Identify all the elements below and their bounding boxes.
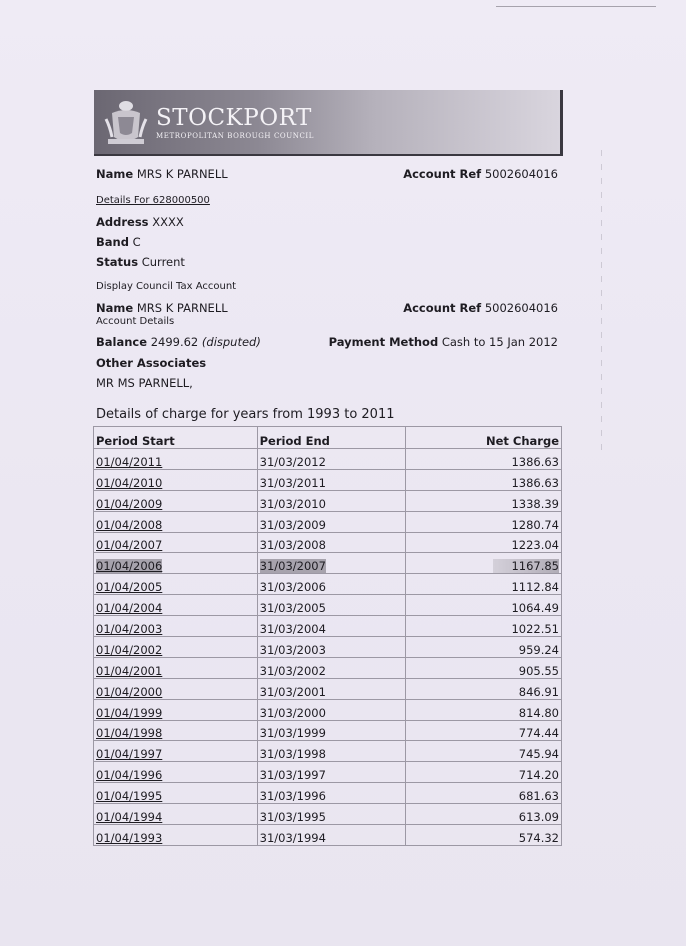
status-field xyxy=(96,255,185,269)
period-start-cell[interactable] xyxy=(94,449,258,470)
account-name-top xyxy=(96,167,228,181)
period-start-cell[interactable] xyxy=(94,511,258,532)
net-charge-value: 1223.04 xyxy=(511,538,559,553)
period-start-link[interactable]: 01/04/1998 xyxy=(96,726,163,741)
column-header-period-end: Period End xyxy=(257,427,406,449)
net-charge-value: 1022.51 xyxy=(511,622,559,637)
period-start-cell[interactable] xyxy=(94,574,258,595)
period-start-link[interactable]: 01/04/1994 xyxy=(96,810,163,825)
net-charge-value: 959.24 xyxy=(518,642,559,657)
period-end-value: 31/03/2005 xyxy=(259,601,326,616)
net-charge-value: 681.63 xyxy=(518,789,559,804)
net-charge-value: 814.80 xyxy=(518,705,559,720)
period-start-cell[interactable] xyxy=(94,553,258,574)
balance-value: 2499.62 xyxy=(150,335,199,349)
brand-name: STOCKPORT xyxy=(156,104,312,131)
net-charge-cell xyxy=(406,678,562,699)
net-charge-cell xyxy=(406,699,562,720)
period-start-link[interactable]: 01/04/2001 xyxy=(96,663,163,678)
column-header-period-start: Period Start xyxy=(94,427,258,449)
table-row xyxy=(94,720,562,741)
band-label: Band xyxy=(96,235,129,249)
other-associates-value: MR MS PARNELL, xyxy=(96,376,193,390)
period-start-link[interactable]: 01/04/2008 xyxy=(96,517,163,532)
band-field xyxy=(96,235,141,249)
band-value: C xyxy=(132,235,141,249)
net-charge-cell xyxy=(406,637,562,658)
net-charge-cell xyxy=(406,595,562,616)
period-end-cell xyxy=(257,678,406,699)
net-charge-cell xyxy=(406,825,562,846)
ct-ref-value: 5002604016 xyxy=(484,301,558,315)
period-end-value: 31/03/2008 xyxy=(259,538,326,553)
council-tax-heading: Display Council Tax Account xyxy=(96,281,237,292)
period-end-value: 31/03/2001 xyxy=(259,684,326,699)
net-charge-value: 1112.84 xyxy=(511,580,559,595)
period-end-cell xyxy=(257,804,406,825)
address-label: Address xyxy=(96,215,149,229)
net-charge-cell xyxy=(406,783,562,804)
table-row xyxy=(94,469,562,490)
period-end-value: 31/03/2006 xyxy=(259,580,326,595)
net-charge-value: 714.20 xyxy=(518,768,559,783)
details-for-link[interactable]: Details For 628000500 xyxy=(96,195,210,206)
period-start-cell[interactable] xyxy=(94,741,258,762)
period-start-link[interactable]: 01/04/2002 xyxy=(96,642,163,657)
net-charge-cell xyxy=(406,720,562,741)
period-start-cell[interactable] xyxy=(94,699,258,720)
table-row xyxy=(94,804,562,825)
net-charge-cell xyxy=(406,762,562,783)
period-end-cell xyxy=(257,657,406,678)
period-end-cell xyxy=(257,762,406,783)
period-start-cell[interactable] xyxy=(94,825,258,846)
net-charge-value: 1064.49 xyxy=(511,601,559,616)
period-start-cell[interactable] xyxy=(94,637,258,658)
period-end-value: 31/03/2012 xyxy=(259,454,326,469)
period-start-cell[interactable] xyxy=(94,678,258,699)
period-end-value: 31/03/2009 xyxy=(259,517,326,532)
council-banner xyxy=(94,90,563,154)
period-start-cell[interactable] xyxy=(94,616,258,637)
period-end-cell xyxy=(257,741,406,762)
address-value: XXXX xyxy=(152,215,184,229)
period-start-link[interactable]: 01/04/2006 xyxy=(96,559,163,574)
period-start-cell[interactable] xyxy=(94,783,258,804)
period-start-link[interactable]: 01/04/2000 xyxy=(96,684,163,699)
charges-table xyxy=(93,426,562,846)
period-start-link[interactable]: 01/04/1997 xyxy=(96,747,163,762)
table-row xyxy=(94,825,562,846)
period-start-cell[interactable] xyxy=(94,720,258,741)
period-end-value: 31/03/2010 xyxy=(259,496,326,511)
council-tax-ref xyxy=(403,301,558,315)
brand-subtitle: METROPOLITAN BOROUGH COUNCIL xyxy=(156,131,315,140)
net-charge-cell xyxy=(406,804,562,825)
table-row xyxy=(94,678,562,699)
period-start-link[interactable]: 01/04/2005 xyxy=(96,580,163,595)
banner-divider xyxy=(94,154,563,156)
period-end-value: 31/03/2011 xyxy=(259,475,326,490)
net-charge-cell xyxy=(406,449,562,470)
period-start-cell[interactable] xyxy=(94,469,258,490)
net-charge-cell xyxy=(406,657,562,678)
period-end-cell xyxy=(257,637,406,658)
period-start-link[interactable]: 01/04/2011 xyxy=(96,454,163,469)
period-end-cell xyxy=(257,553,406,574)
table-row xyxy=(94,637,562,658)
period-end-cell xyxy=(257,783,406,804)
payment-method-field xyxy=(329,335,558,349)
period-end-value: 31/03/2000 xyxy=(259,705,326,720)
net-charge-value: 1280.74 xyxy=(511,517,559,532)
period-end-cell xyxy=(257,532,406,553)
period-start-link[interactable]: 01/04/2004 xyxy=(96,601,163,616)
period-start-link[interactable]: 01/04/1993 xyxy=(96,830,163,845)
table-header-row xyxy=(94,427,562,449)
net-charge-value: 745.94 xyxy=(518,747,559,762)
table-row xyxy=(94,553,562,574)
period-end-value: 31/03/1994 xyxy=(259,830,326,845)
associates-label-text: Other Associates xyxy=(96,356,207,370)
net-charge-value: 574.32 xyxy=(518,830,559,845)
net-charge-value: 774.44 xyxy=(518,726,559,741)
name-label: Name xyxy=(96,167,134,181)
account-ref-value: 5002604016 xyxy=(484,167,558,181)
table-row xyxy=(94,574,562,595)
period-end-cell xyxy=(257,699,406,720)
table-row xyxy=(94,657,562,678)
payment-method-value: Cash to 15 Jan 2012 xyxy=(441,335,558,349)
period-end-value: 31/03/1997 xyxy=(259,768,326,783)
period-start-link[interactable]: 01/04/2009 xyxy=(96,496,163,511)
period-end-cell xyxy=(257,469,406,490)
net-charge-cell xyxy=(406,741,562,762)
council-brand xyxy=(156,105,314,140)
payment-method-label: Payment Method xyxy=(328,335,439,349)
charges-table-body xyxy=(94,449,562,846)
net-charge-cell xyxy=(406,616,562,637)
scan-edge-mark xyxy=(496,6,656,10)
table-row xyxy=(94,699,562,720)
period-start-cell[interactable] xyxy=(94,804,258,825)
ct-ref-label: Account Ref xyxy=(403,301,482,315)
period-start-cell[interactable] xyxy=(94,762,258,783)
table-row xyxy=(94,741,562,762)
net-charge-cell xyxy=(406,490,562,511)
status-value: Current xyxy=(141,255,185,269)
period-start-cell[interactable] xyxy=(94,532,258,553)
table-row xyxy=(94,762,562,783)
net-charge-value: 905.55 xyxy=(518,663,559,678)
period-start-link[interactable]: 01/04/1999 xyxy=(96,705,163,720)
balance-note: (disputed) xyxy=(201,335,261,349)
council-tax-name xyxy=(96,301,228,315)
net-charge-cell xyxy=(406,532,562,553)
period-end-cell xyxy=(257,825,406,846)
account-ref-label: Account Ref xyxy=(403,167,482,181)
table-row xyxy=(94,490,562,511)
net-charge-value: 846.91 xyxy=(518,684,559,699)
table-row xyxy=(94,595,562,616)
period-start-link[interactable]: 01/04/2007 xyxy=(96,538,163,553)
period-end-value: 31/03/1999 xyxy=(259,726,326,741)
table-row xyxy=(94,783,562,804)
period-start-link[interactable]: 01/04/2010 xyxy=(96,475,163,490)
period-end-cell xyxy=(257,720,406,741)
net-charge-value: 1386.63 xyxy=(511,454,559,469)
net-charge-value: 1386.63 xyxy=(511,475,559,490)
charges-title: Details of charge for years from 1993 to 2011 xyxy=(96,407,395,422)
status-label: Status xyxy=(96,255,139,269)
net-charge-value: 1167.85 xyxy=(493,559,559,573)
ct-name-value: MRS K PARNELL xyxy=(136,301,228,315)
scan-margin-mark xyxy=(601,150,602,450)
council-crest-icon xyxy=(102,97,150,147)
address-field xyxy=(96,215,184,229)
net-charge-cell xyxy=(406,469,562,490)
period-end-cell xyxy=(257,449,406,470)
ct-name-label: Name xyxy=(96,301,134,315)
table-row xyxy=(94,449,562,470)
net-charge-cell xyxy=(406,511,562,532)
period-end-value: 31/03/1995 xyxy=(259,810,326,825)
period-end-cell xyxy=(257,511,406,532)
period-end-value: 31/03/2003 xyxy=(259,642,326,657)
column-header-net-charge: Net Charge xyxy=(406,427,562,449)
account-details-label: Account Details xyxy=(96,316,175,327)
table-row xyxy=(94,616,562,637)
period-start-link[interactable]: 01/04/1995 xyxy=(96,789,163,804)
balance-field xyxy=(96,335,261,349)
period-end-cell xyxy=(257,616,406,637)
period-start-link[interactable]: 01/04/1996 xyxy=(96,768,163,783)
period-end-value: 31/03/1996 xyxy=(259,789,326,804)
table-row xyxy=(94,511,562,532)
balance-label: Balance xyxy=(96,335,148,349)
period-end-value: 31/03/2004 xyxy=(259,622,326,637)
period-end-value: 31/03/2002 xyxy=(259,663,326,678)
net-charge-cell xyxy=(406,574,562,595)
net-charge-value: 613.09 xyxy=(518,810,559,825)
period-start-cell[interactable] xyxy=(94,490,258,511)
period-end-value: 31/03/1998 xyxy=(259,747,326,762)
period-end-cell xyxy=(257,490,406,511)
period-end-value: 31/03/2007 xyxy=(259,559,326,574)
name-value: MRS K PARNELL xyxy=(136,167,228,181)
period-end-cell xyxy=(257,574,406,595)
other-associates-label xyxy=(96,356,206,370)
net-charge-cell xyxy=(406,553,562,574)
period-start-cell[interactable] xyxy=(94,657,258,678)
table-row xyxy=(94,532,562,553)
period-end-cell xyxy=(257,595,406,616)
period-start-cell[interactable] xyxy=(94,595,258,616)
net-charge-value: 1338.39 xyxy=(511,496,559,511)
period-start-link[interactable]: 01/04/2003 xyxy=(96,622,163,637)
account-ref-top xyxy=(403,167,558,181)
